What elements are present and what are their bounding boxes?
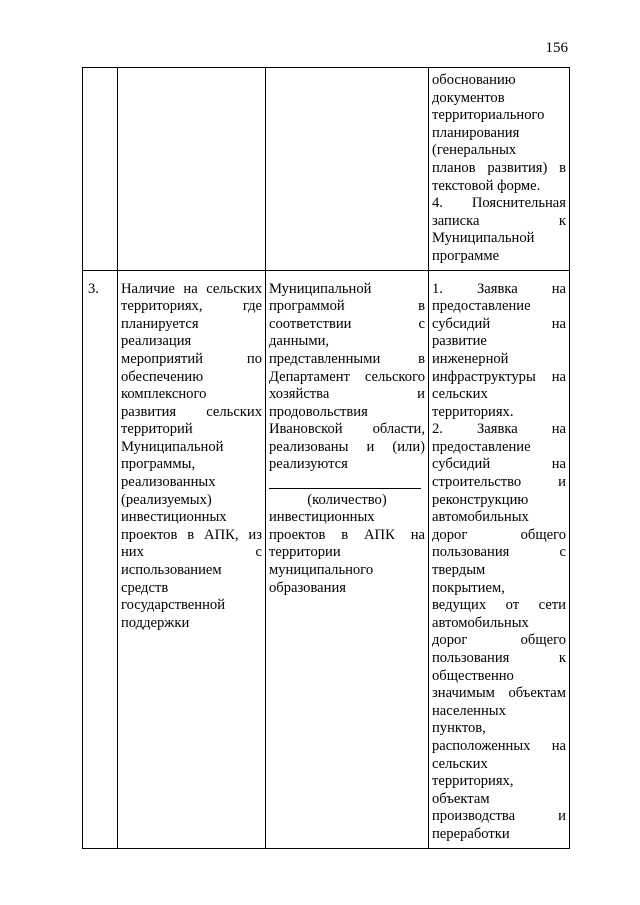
text-line: территориального (432, 107, 545, 124)
text-line: пользования с (432, 544, 566, 561)
table-row (83, 270, 570, 848)
documents-cell (429, 270, 570, 848)
table-row (83, 68, 570, 271)
row-number-cell (83, 270, 118, 848)
text-line: реализуются (269, 456, 348, 473)
text-line: реализованы и (или) (269, 438, 425, 455)
text-line: документов (432, 89, 505, 106)
text-line: территории (269, 544, 341, 561)
criterion-text (118, 271, 265, 637)
text-line: обеспечению (121, 368, 204, 385)
text-line: программой в (269, 298, 425, 315)
description-text (266, 68, 428, 76)
text-line: реконструкцию (432, 491, 529, 508)
text-line: объектам (432, 790, 490, 807)
text-line: программе (432, 247, 500, 264)
text-line: территориях, где (121, 298, 262, 315)
text-line: проектов в АПК, из (121, 526, 262, 543)
page-number: 156 (545, 40, 568, 56)
text-line: территориях, (432, 773, 514, 790)
row-number-cell (83, 68, 118, 271)
text-line: инженерной (432, 350, 509, 367)
text-line: проектов в АПК на (269, 526, 425, 543)
description-text (266, 271, 428, 602)
text-line: покрытием, (432, 579, 505, 596)
text-line: населенных (432, 702, 506, 719)
text-line: них с (121, 544, 262, 561)
text-line: автомобильных (432, 614, 529, 631)
text-line: строительство и (432, 474, 566, 491)
text-line: Муниципальной (269, 280, 372, 297)
text-line: записка к (432, 212, 566, 229)
text-line: предоставление (432, 298, 531, 315)
text-line: переработки (432, 825, 510, 842)
text-line: территориях. (432, 403, 514, 420)
text-line: планов развития) в (432, 159, 566, 176)
documents-text (429, 271, 569, 848)
text-line: расположенных на (432, 737, 566, 754)
document-table (82, 67, 570, 849)
text-line: образования (269, 579, 346, 596)
text-line: реализованных (121, 474, 216, 491)
text-line: предоставление (432, 438, 531, 455)
text-line: субсидий на (432, 456, 566, 473)
text-line: ведущих от сети (432, 597, 566, 614)
text-line: соответствии с (269, 315, 425, 332)
text-line: развития сельских (121, 403, 262, 420)
text-line: субсидий на (432, 315, 566, 332)
text-line: комплексного (121, 386, 207, 403)
text-line: продовольствия (269, 403, 368, 420)
text-line: 4. Пояснительная (432, 195, 566, 212)
criterion-cell (118, 68, 266, 271)
text-line: значимым объектам (432, 685, 566, 702)
text-line: представленными в (269, 350, 425, 367)
text-line: реализация (121, 333, 192, 350)
text-line: государственной (121, 597, 226, 614)
text-line: 2. Заявка на (432, 421, 566, 438)
text-line: Муниципальной (432, 230, 535, 247)
text-line: хозяйства и (269, 386, 425, 403)
description-cell (266, 270, 429, 848)
text-line: средств (121, 579, 169, 596)
text-line: Наличие на сельских (121, 280, 262, 297)
text-line: производства и (432, 808, 566, 825)
text-line: автомобильных (432, 509, 529, 526)
criterion-cell (118, 270, 266, 848)
text-line: данными, (269, 333, 330, 350)
row-number (83, 68, 117, 82)
text-line: (реализуемых) (121, 491, 212, 508)
text-line: Муниципальной (121, 438, 224, 455)
text-line: мероприятий по (121, 350, 262, 367)
text-line: обоснованию (432, 72, 516, 88)
text-line: планирования (432, 124, 520, 141)
documents-text (429, 68, 569, 270)
text-line: территорий (121, 421, 193, 438)
text-line: сельских (432, 386, 488, 403)
description-cell (266, 68, 429, 271)
text-line: 1. Заявка на (432, 280, 566, 297)
text-line: дорог общего (432, 526, 566, 543)
text-line: твердым (432, 562, 486, 579)
text-line: (количество) (307, 491, 387, 508)
text-line: муниципального (269, 562, 374, 579)
text-line: (генеральных (432, 142, 517, 159)
fill-in-blank (269, 474, 425, 492)
text-line: пунктов, (432, 720, 486, 737)
text-line: развитие (432, 333, 487, 350)
criterion-text (118, 68, 265, 76)
text-line: Департамент сельского (269, 368, 425, 385)
text-line: пользования к (432, 650, 566, 666)
text-line: инвестиционных (121, 509, 227, 526)
text-line: программы, (121, 456, 196, 473)
documents-cell (429, 68, 570, 271)
text-line: Ивановской области, (269, 421, 425, 438)
text-line: дорог общего (432, 632, 566, 649)
text-line: планируется (121, 315, 199, 332)
text-line: инфраструктуры на (432, 368, 566, 385)
text-line: инвестиционных (269, 509, 375, 526)
text-line: поддержки (121, 614, 190, 631)
text-line: сельских (432, 755, 488, 772)
text-line: общественно (432, 667, 514, 684)
text-line: текстовой форме. (432, 177, 541, 194)
text-line: использованием (121, 562, 222, 579)
row-number: 3. (88, 280, 99, 297)
